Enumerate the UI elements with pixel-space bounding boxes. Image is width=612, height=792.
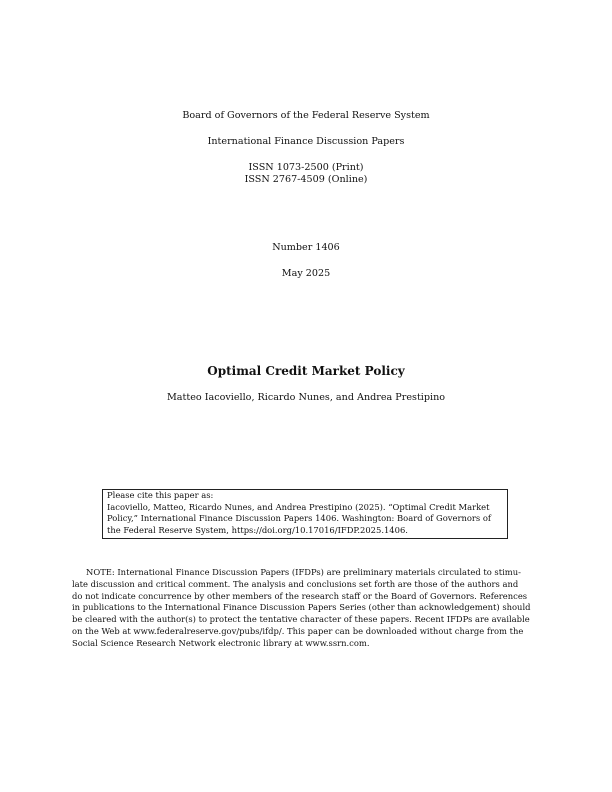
- citation-line: Policy,” International Finance Discussion Papers 1406. Washington: Board of Governors of: [107, 513, 492, 523]
- note-line: on the Web at www.federalreserve.gov/pubs/ifdp/. This paper can be downloaded without charge from the: [72, 625, 524, 636]
- institution-name: Board of Governors of the Federal Reserve System: [182, 110, 430, 121]
- paper-title: Optimal Credit Market Policy: [207, 364, 405, 378]
- paper-number: Number 1406: [272, 242, 340, 253]
- note-line: in publications to the International Finance Discussion Papers Series (other than acknowledgement) should: [72, 602, 531, 613]
- note-line: NOTE: International Finance Discussion Papers (IFDPs) are preliminary materials circulated to stimu-: [86, 567, 521, 577]
- citation-box: [102, 489, 508, 539]
- note-line: Social Science Research Network electronic library at www.ssrn.com.: [72, 637, 370, 648]
- citation-line: the Federal Reserve System, https://doi.org/10.17016/IFDP.2025.1406.: [107, 524, 408, 535]
- note-line: be cleared with the author(s) to protect the tentative character of these papers. Recent IFDPs are available: [72, 614, 530, 625]
- paper-date: May 2025: [281, 268, 331, 279]
- issn-print: ISSN 1073-2500 (Print): [248, 162, 364, 173]
- note-line: do not indicate concurrence by other members of the research staff or the Board of Governors. References: [72, 590, 528, 601]
- series-name: International Finance Discussion Papers: [207, 136, 405, 147]
- issn-online: ISSN 2767-4509 (Online): [244, 174, 368, 185]
- citation-line: Iacoviello, Matteo, Ricardo Nunes, and Andrea Prestipino (2025). “Optimal Credit Market: [107, 501, 490, 512]
- disclaimer-note: [72, 567, 540, 650]
- note-line: late discussion and critical comment. The analysis and conclusions set forth are those of the authors and: [72, 578, 519, 589]
- citation-line: Please cite this paper as:: [107, 490, 214, 500]
- paper-authors: Matteo Iacoviello, Ricardo Nunes, and Andrea Prestipino: [166, 392, 446, 403]
